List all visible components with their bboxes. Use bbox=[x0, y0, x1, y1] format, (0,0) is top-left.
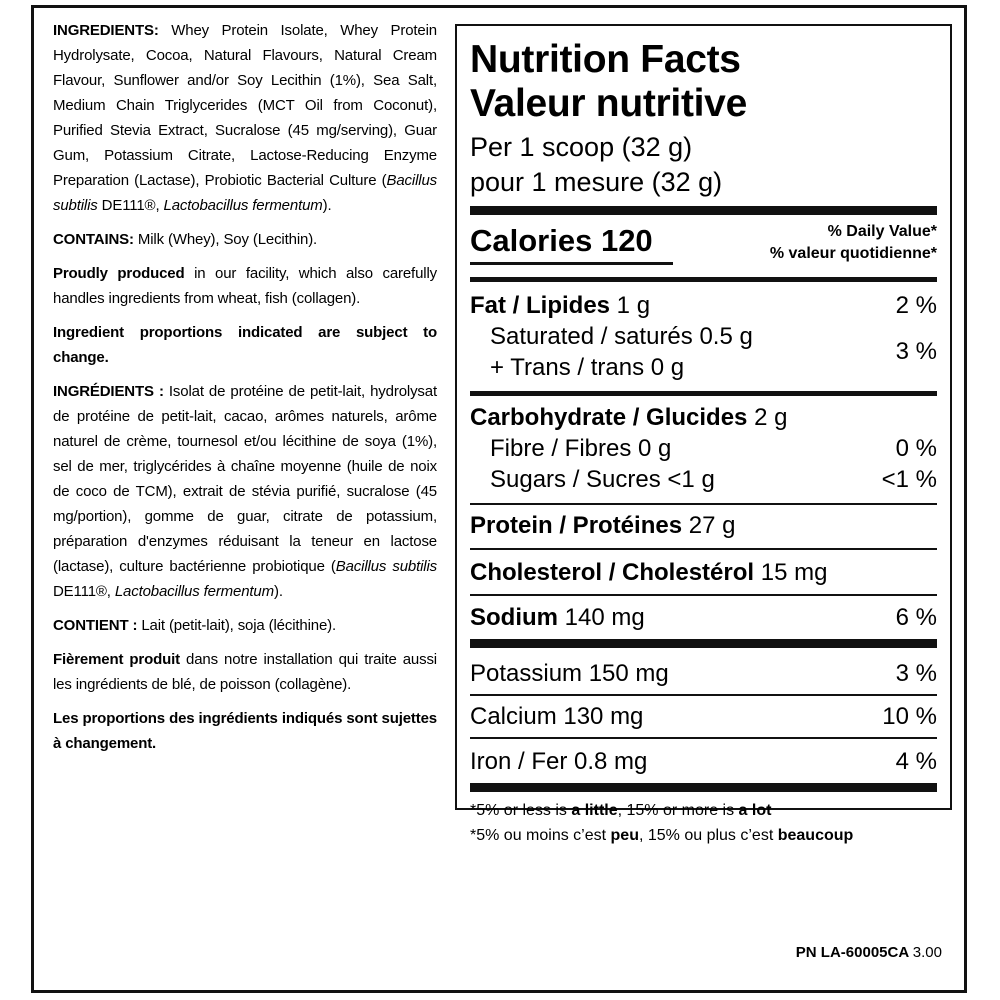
ingredients-fr: INGRÉDIENTS : Isolat de protéine de petit-lait, hydrolysat de protéine de petit-lait, cacao, arômes naturels, arôme naturel de crème, tournesol et/ou lécithine de soya (1%), sel de mer, triglycérides à chaîne moyenne (huile de noix de coco de TCM), extrait de stévia purifié, sucralose (45 mg/portion), gomme de guar, citrate de potassium, préparation d'enzymes réduisant la teneur en lactose (lactase), culture bactérienne probiotique (Bacillus subtilis DE111®, Lactobacillus fermentum). bbox=[53, 383, 437, 600]
protein-row: Protein / Protéines 27 g bbox=[470, 512, 736, 539]
calories-row bbox=[470, 215, 937, 277]
calcium-row: Calcium 130 mg 10 % bbox=[470, 703, 937, 730]
saturated-trans-row: Saturated / saturés 0.5 g + Trans / trans 0 g 3 % bbox=[490, 323, 937, 381]
daily-value-header: % Daily Value* % valeur quotidienne* bbox=[769, 223, 937, 262]
part-number: PN LA-60005CA 3.00 bbox=[795, 944, 942, 961]
fibre-row: Fibre / Fibres 0 g 0 % bbox=[490, 435, 937, 462]
serving-size-en: Per 1 scoop (32 g) bbox=[470, 132, 693, 162]
nutrition-title-fr: Valeur nutritive bbox=[470, 82, 747, 125]
footnote-fr: *5% ou moins c’est peu, 15% ou plus c’est beaucoup bbox=[470, 827, 854, 844]
fat-row: Fat / Lipides 1 g 2 % bbox=[470, 292, 937, 319]
produced-fr: Fièrement produit dans notre installation qui traite aussi les ingrédients de blé, de poisson (collagène). bbox=[53, 651, 437, 693]
iron-row: Iron / Fer 0.8 mg 4 % bbox=[470, 748, 937, 775]
contains-en: CONTAINS: Milk (Whey), Soy (Lecithin). bbox=[53, 231, 318, 248]
carbohydrate-row: Carbohydrate / Glucides 2 g bbox=[470, 404, 788, 431]
potassium-row: Potassium 150 mg 3 % bbox=[470, 660, 937, 687]
proportions-en: Ingredient proportions indicated are subject to change. bbox=[53, 324, 437, 366]
produced-en: Proudly produced in our facility, which also carefully handles ingredients from wheat, fish (collagen). bbox=[53, 265, 437, 307]
nutrition-facts-table bbox=[455, 24, 952, 844]
ingredients-panel bbox=[53, 18, 437, 765]
divider-thick bbox=[470, 783, 937, 792]
serving-size-fr: pour 1 mesure (32 g) bbox=[470, 167, 723, 197]
nutrition-title-en: Nutrition Facts bbox=[470, 38, 741, 81]
divider-thick bbox=[470, 639, 937, 648]
calories-underline bbox=[470, 262, 673, 265]
ingredients-en: INGREDIENTS: Whey Protein Isolate, Whey Protein Hydrolysate, Cocoa, Natural Flavours, Natural Cream Flavour, Sunflower and/or Soy Lecithin (1%), Sea Salt, Medium Chain Triglycerides (MCT Oil from Coconut), Purified Stevia Extract, Sucralose (45 mg/serving), Guar Gum, Potassium Citrate, Lactose-Reducing Enzyme Preparation (Lactase), Probiotic Bacterial Culture (Bacillus subtilis DE111®, Lactobacillus fermentum). bbox=[53, 22, 437, 214]
sugars-row: Sugars / Sucres <1 g <1 % bbox=[490, 466, 937, 493]
footnote-en: *5% or less is a little, 15% or more is a lot bbox=[470, 802, 772, 819]
calories-value: Calories 120 bbox=[470, 223, 653, 258]
divider-thick bbox=[470, 206, 937, 215]
sodium-row: Sodium 140 mg 6 % bbox=[470, 604, 937, 631]
contains-fr: CONTIENT : Lait (petit-lait), soja (lécithine). bbox=[53, 617, 337, 634]
proportions-fr: Les proportions des ingrédients indiqués sont sujettes à changement. bbox=[53, 710, 437, 752]
cholesterol-row: Cholesterol / Cholestérol 15 mg bbox=[470, 559, 828, 586]
